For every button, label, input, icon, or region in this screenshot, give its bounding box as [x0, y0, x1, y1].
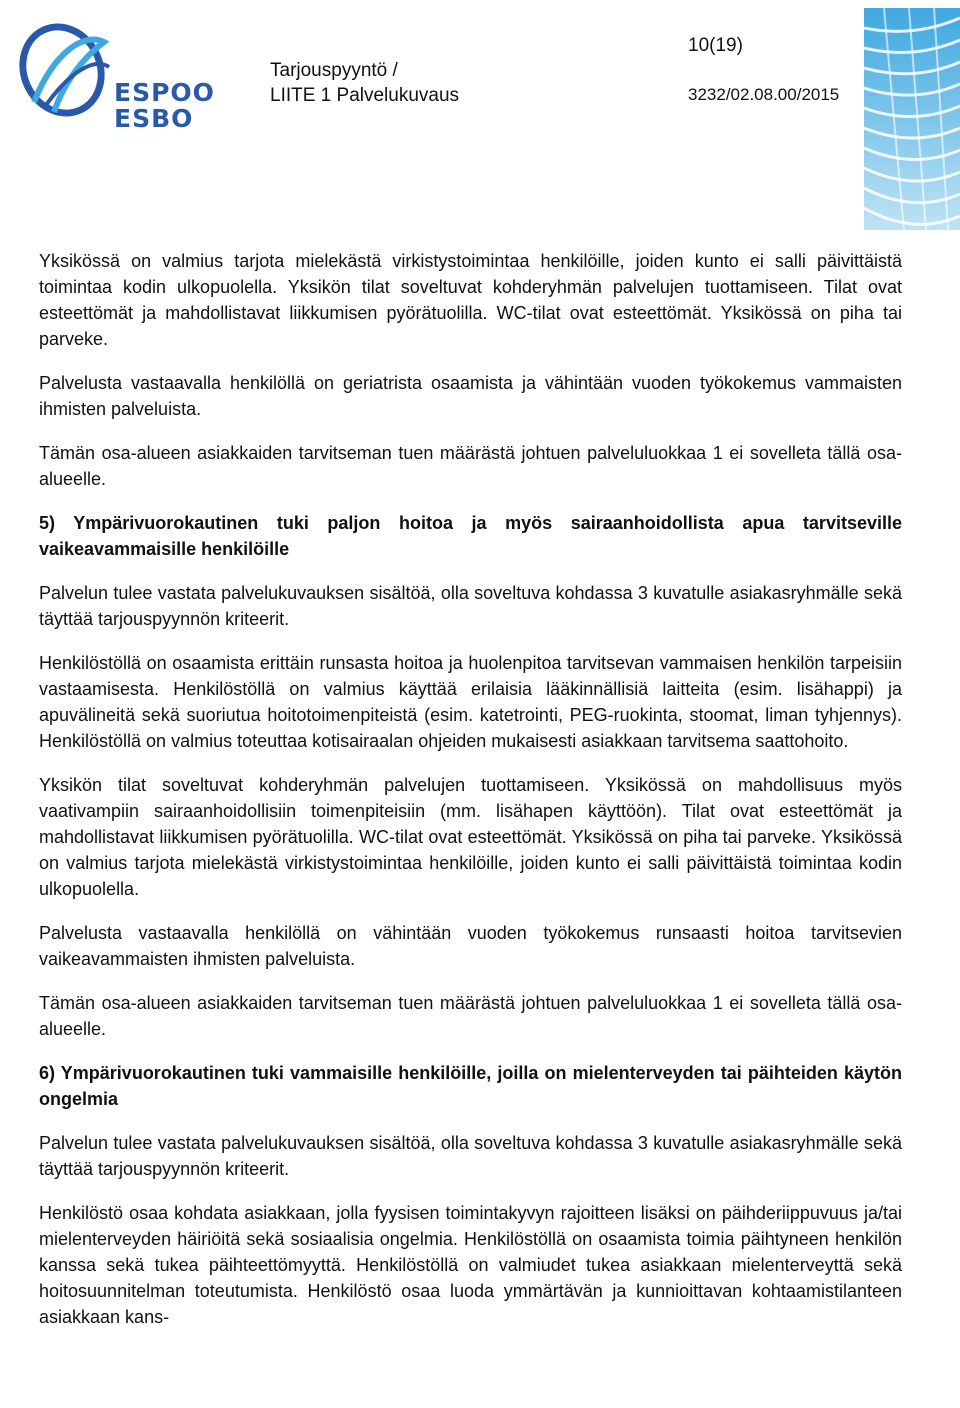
brand-name-fi: ESPOO [114, 78, 215, 107]
document-body [39, 248, 902, 1348]
page-header [0, 0, 960, 230]
paragraph: Tämän osa-alueen asiakkaiden tarvitseman tuen määrästä johtuen palveluluokkaa 1 ei sovelleta tällä osa-alueelle. [39, 993, 902, 1039]
paragraph: Palvelun tulee vastata palvelukuvauksen sisältöä, olla soveltuva kohdassa 3 kuvatulle asiakasryhmälle sekä täyttää tarjouspyynnön kriteerit. [39, 583, 902, 629]
document-title [270, 58, 459, 108]
section-heading-5: 5) Ympärivuorokautinen tuki paljon hoitoa ja myös sairaanhoidollista apua tarvitseville vaikeavammaisille henkilöille [39, 513, 902, 559]
document-number: 3232/02.08.00/2015 [688, 85, 840, 104]
brand-name-sv: ESBO [114, 104, 194, 133]
decorative-corner-graphic [864, 8, 960, 230]
paragraph: Palvelusta vastaavalla henkilöllä on vähintään vuoden työkokemus runsaasti hoitoa tarvitsevien vaikeavammaisten ihmisten palveluista. [39, 923, 902, 969]
document-title-line1: Tarjouspyyntö / [270, 60, 398, 81]
paragraph: Yksikössä on valmius tarjota mielekästä virkistystoimintaa henkilöille, joiden kunto ei salli päivittäistä toimintaa kodin ulkopuolella. Yksikön tilat soveltuvat kohderyhmän palvelujen tuottamiseen. Tilat ovat esteettömät ja mahdollistavat liikkumisen pyörätuolilla. WC-tilat ovat esteettömät. Yksikössä on piha tai parveke. [39, 251, 902, 349]
page-number: 10(19) [688, 35, 743, 56]
paragraph: Henkilöstöllä on osaamista erittäin runsasta hoitoa ja huolenpitoa tarvitsevan vammaisen henkilön tarpeisiin vastaamisesta. Henkilöstöllä on valmius käyttää erilaisia lääkinnällisiä laitteita (esim. lisähappi) ja apuvälineitä sekä suoriutua hoitotoimenpiteistä (esim. katetrointi, PEG-ruokinta, stoomat, liman tyhjennys). Henkilöstöllä on valmius toteuttaa kotisairaalan ohjeiden mukaisesti asiakkaan tarvitsema saattohoito. [39, 653, 902, 751]
section-heading-6: 6) Ympärivuorokautinen tuki vammaisille henkilöille, joilla on mielenterveyden tai päihteiden käytön ongelmia [39, 1063, 902, 1109]
paragraph: Palvelun tulee vastata palvelukuvauksen sisältöä, olla soveltuva kohdassa 3 kuvatulle asiakasryhmälle sekä täyttää tarjouspyynnön kriteerit. [39, 1133, 902, 1179]
espoo-logo [14, 12, 215, 133]
paragraph: Henkilöstö osaa kohdata asiakkaan, jolla fyysisen toimintakyvyn rajoitteen lisäksi on päihderiippuvuus ja/tai mielenterveyden häiriöitä sekä sosiaalisia ongelmia. Henkilöstöllä on osaamista toimia päihtyneen henkilön kanssa sekä tukea päihteettömyyttä. Henkilöstöllä on valmiudet tukea asiakkaan mielenterveyttä sekä hoitosuunnitelman toteutumista. Henkilöstö osaa luoda ymmärtävän ja kunnioittavan kohtaamistilanteen asiakkaan kans- [39, 1203, 902, 1327]
paragraph: Tämän osa-alueen asiakkaiden tarvitseman tuen määrästä johtuen palveluluokkaa 1 ei sovelleta tällä osa-alueelle. [39, 443, 902, 489]
paragraph: Palvelusta vastaavalla henkilöllä on geriatrista osaamista ja vähintään vuoden työkokemus vammaisten ihmisten palveluista. [39, 373, 902, 419]
paragraph: Yksikön tilat soveltuvat kohderyhmän palvelujen tuottamiseen. Yksikössä on mahdollisuus myös vaativampiin sairaanhoidollisiin toimenpiteisiin (mm. lisähapen käyttöön). Tilat ovat esteettömät ja mahdollistavat liikkumisen pyörätuolilla. WC-tilat ovat esteettömät. Yksikössä on piha tai parveke. Yksikössä on valmius tarjota mielekästä virkistystoimintaa henkilöille, joiden kunto ei salli päivittäistä toimintaa kodin ulkopuolella. [39, 775, 902, 899]
document-title-line2: LIITE 1 Palvelukuvaus [270, 85, 460, 106]
